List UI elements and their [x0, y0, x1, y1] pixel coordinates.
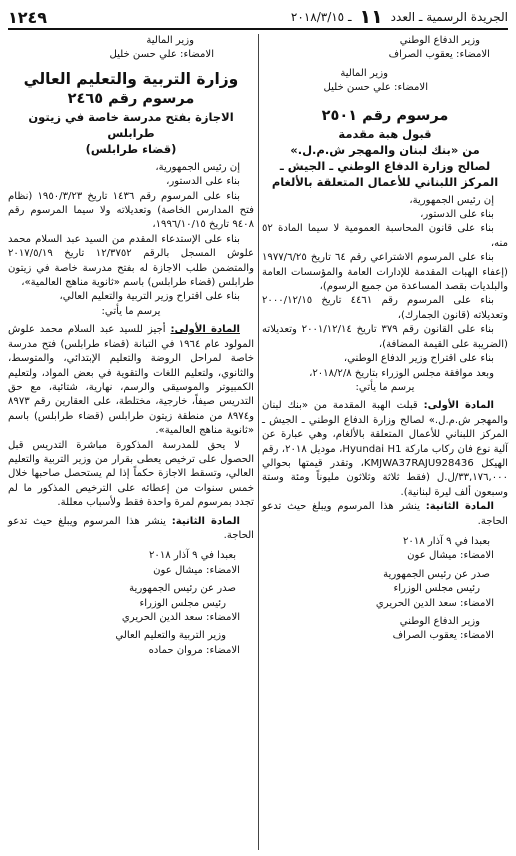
header-title-group — [291, 6, 508, 28]
paragraph: بناء على اقتراح وزير التربية والتعليم العالي، — [59, 291, 240, 303]
article-text: ينشر هذا المرسوم ويبلغ حيث تدعو الحاجة. — [262, 501, 508, 527]
date-line: بعبدا في ٩ آذار ٢٠١٨ — [403, 535, 490, 547]
paragraph: بناء على المرسوم الاشتراعي رقم ٦٤ تاريخ ١٩٧٧/٦/٢٥ (إعفاء الهبات المقدمة للإدارات العامة والمؤسسات العامة والبلديات بقصد المساعدة من جميع الرسوم)، — [262, 252, 508, 293]
decree-heading: (قضاء طرابلس) — [85, 141, 177, 156]
paragraph: إن رئيس الجمهورية، — [155, 161, 240, 173]
paragraph: يرسم ما يأتي: — [101, 305, 161, 317]
article-text: ينشر هذا المرسوم ويبلغ حيث تدعو الحاجة. — [8, 515, 254, 541]
article-label: المادة الأولى: — [170, 324, 240, 336]
signatory-role: وزير الدفاع الوطني — [399, 616, 480, 627]
paragraph: يرسم ما يأتي: — [355, 381, 415, 393]
page-number: ١٢٤٩ — [8, 7, 48, 27]
paragraph: بناء على المرسوم رقم ٤٤٦١ تاريخ ٢٠٠٠/١٢/١٥ وتعديلاته (قانون الجمارك)، — [262, 295, 508, 321]
article-label: المادة الأولى: — [423, 400, 494, 412]
decree-title: مرسوم رقم ٢٤٦٥ — [67, 90, 195, 107]
signature: الامضاء: يعقوب الصراف — [392, 630, 494, 642]
signature: الامضاء: مروان حماده — [148, 644, 240, 656]
decree-heading: من «بنك لبنان والمهجر ش.م.ل.» — [290, 142, 480, 157]
signature: الامضاء: ميشال عون — [407, 550, 494, 562]
signatory-role: وزير المالية — [146, 35, 194, 46]
decree-heading: قبول هبة مقدمة — [338, 126, 432, 141]
decree-heading: لصالح وزارة الدفاع الوطني ـ الجيش ـ — [279, 158, 491, 173]
article-text: أجيز للسيد عبد السلام محمد علوش المولود عام ١٩٦٤ في التبانة (قضاء طرابلس) فتح مدرسة خاصة لمراحل الروضة والتعليم الإبتدائي، والمتوسط، والثانوي، ولتعليم اللغات والتقوية في بعض المواد، ولتعليم الكمبيوتر والموسيقى والرسم، نهارية، شتائية، مع حق التدريس صيفاً، خارجية، مختلطة، على العقارين رقم ٨٩٧٣ و٨٩٧٤ من منطقة زيتون طرابلس (قضاء طرابلس) باسم «ثانوية مناهج العالمية». — [8, 324, 255, 437]
article-text: قبلت الهبة المقدمة من «بنك لبنان والمهجر ش.م.ل.» لصالح وزارة الدفاع الوطني ـ الجيش ـ المركز اللبناني للأعمال المتعلقة بالألغام، وهي عبارة عن آلية نوع فان ركاب ماركة Hyundai H1، موديل ٢٠١٨، رقم الهيكل KMJWA37RAJU928436، وتقدر قيمتها بحوالي ٣٣,١٧٦,٠٠٠/ل.ل (فقط ثلاثة وثلاثون مليوناً ومئة وستة وسبعون ألف ليرة لبنانية). — [262, 400, 508, 498]
issued-by: صدر عن رئيس الجمهورية — [383, 568, 490, 580]
signatory-role: رئيس مجلس الوزراء — [393, 583, 480, 595]
decree-title: مرسوم رقم ٢٥٠١ — [321, 107, 449, 124]
signature: الامضاء: سعد الدين الحريري — [375, 597, 494, 609]
signatory-role: رئيس مجلس الوزراء — [139, 597, 226, 609]
paragraph: بناء على قانون المحاسبة العمومية لا سيما المادة ٥٢ منه، — [262, 223, 508, 249]
paragraph: وبعد موافقة مجلس الوزراء بتاريخ ٢٠١٨/٢/٨، — [309, 367, 494, 379]
date-line: بعبدا في ٩ آذار ٢٠١٨ — [149, 550, 236, 562]
signature: الامضاء: سعد الدين الحريري — [121, 612, 240, 623]
paragraph: بناء على الدستور، — [166, 176, 240, 188]
signatory-name: الامضاء: علي حسن خليل — [323, 82, 428, 94]
signatory-role: وزير الدفاع الوطني — [399, 35, 480, 46]
decree-heading: المركز اللبناني للأعمال المتعلقة بالألغام — [271, 174, 499, 189]
paragraph: بناء على الإستدعاء المقدم من السيد عبد السلام محمد علوش المسجل بالرقم ١٢/٣٧٥٢ تاريخ ٢٠١٧/٥/١٩ والمتضمن طلب الاجازة له بفتح مدرسة خاصة في زيتون طرابلس (قضاء طرابلس) باسم «ثانوية مناهج العالمية»، — [8, 233, 254, 289]
decree-heading: الاجازة بفتح مدرسة خاصة في زيتون طرابلس — [28, 109, 234, 140]
signatory-name: الامضاء: يعقوب الصراف — [388, 49, 490, 61]
issued-by: صدر عن رئيس الجمهورية — [129, 583, 236, 595]
article — [8, 515, 254, 544]
signatory-name: الامضاء: علي حسن خليل — [109, 49, 214, 61]
article — [8, 323, 254, 438]
article — [262, 500, 508, 529]
article — [262, 399, 508, 500]
signature: الامضاء: ميشال عون — [153, 564, 240, 576]
article-label: المادة الثانية: — [171, 515, 240, 527]
issue-number: ١١ — [359, 6, 383, 28]
issue-date: ـ ٢٠١٨/٣/١٥ — [290, 10, 352, 24]
paragraph: بناء على الدستور، — [420, 209, 494, 221]
column-divider — [258, 34, 259, 850]
paragraph: بناء على القانون رقم ٣٧٩ تاريخ ٢٠٠١/١٢/١٤ وتعديلاته (الضريبة على القيمة المضافة)، — [262, 324, 508, 350]
article-label: المادة الثانية: — [425, 501, 494, 513]
right-column — [262, 34, 508, 644]
paragraph: بناء على المرسوم رقم ١٤٣٦ تاريخ ١٩٥٠/٣/٢٣ (نظام فتح المدارس الخاصة) وتعديلاته ولا سيما المرسوم رقم ٩٤٠٨ تاريخ ١٩٩٦/١٠/١٥، — [8, 190, 254, 231]
signatory-role: وزير التربية والتعليم العالي — [115, 630, 226, 642]
paragraph: بناء على اقتراح وزير الدفاع الوطني، — [343, 353, 494, 365]
gazette-title: الجريدة الرسمية ـ العدد — [390, 10, 508, 24]
paragraph: إن رئيس الجمهورية، — [409, 194, 494, 206]
ministry-heading: وزارة التربية والتعليم العالي — [23, 69, 239, 88]
signatory-role: وزير المالية — [340, 67, 388, 79]
page-header — [8, 6, 508, 30]
left-column — [8, 34, 254, 658]
article-continuation: لا يحق للمدرسة المذكورة مباشرة التدريس قبل الحصول على ترخيص يعطى بقرار من وزير التربية والتعليم العالي، وتسقط الاجازة حكماً إذا لم يستحصل صاحبها خلال خمس سنوات من إعطائه على الترخيص المذكور ما لم تجدد بمرسوم لمرة واحدة فقط ولأسباب معللة. — [8, 439, 254, 509]
